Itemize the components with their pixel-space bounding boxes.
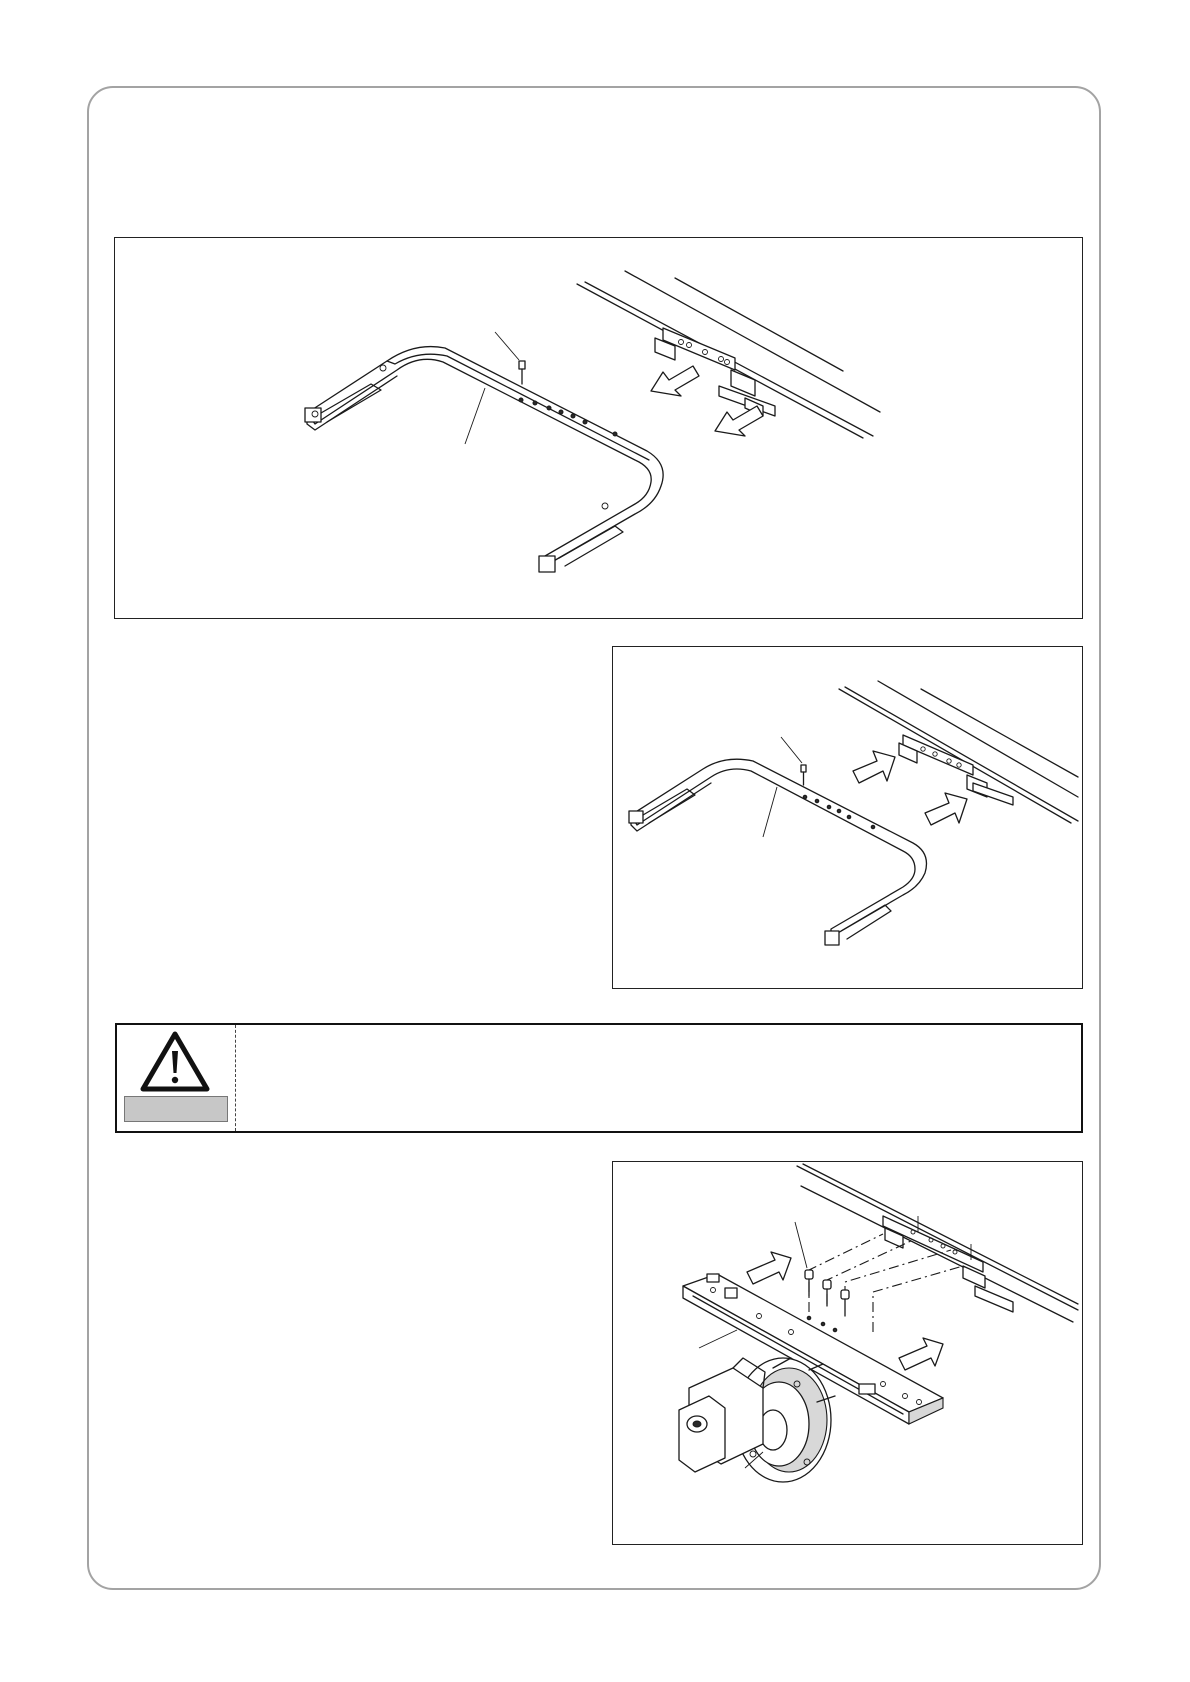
figure-1-drawing [115, 238, 1084, 620]
warning-box [115, 1023, 1083, 1133]
warning-label [124, 1096, 228, 1122]
callout-leader-screw [781, 737, 802, 763]
page-header [114, 110, 1083, 210]
screw-icon [519, 361, 525, 384]
warning-triangle-icon [140, 1031, 210, 1093]
callout-leader-screw [795, 1222, 807, 1268]
mounting-bracket [883, 1216, 1013, 1312]
drive-unit [679, 1358, 835, 1482]
callout-leader-plate [699, 1330, 737, 1348]
figure-3-attach-driver [612, 1161, 1083, 1545]
figure-2-attach-frame [612, 646, 1083, 989]
figure-3-drawing [613, 1162, 1084, 1546]
figure-2-drawing [613, 647, 1084, 990]
callout-leader-frame [763, 787, 777, 837]
callout-leader-frame [465, 388, 485, 444]
mounting-bracket [899, 735, 1013, 805]
arrow-icon-remove-2 [715, 406, 763, 436]
arrow-icon-remove-1 [651, 366, 699, 396]
warning-text [236, 1025, 1081, 1131]
mounting-bracket [655, 328, 775, 416]
callout-leader-screw [495, 332, 519, 360]
screw-icon [805, 1270, 849, 1316]
arrow-icon-attach-1 [747, 1252, 791, 1284]
arrow-icon-attach-2 [925, 793, 967, 825]
warning-icon-cell [117, 1025, 236, 1131]
embroidery-frame [629, 759, 927, 945]
embroidery-frame [305, 347, 663, 572]
arrow-icon-attach-2 [899, 1338, 943, 1370]
screw-icon [801, 765, 806, 785]
arrow-icon-attach-1 [853, 751, 895, 783]
figure-1-remove-frame [114, 237, 1083, 619]
